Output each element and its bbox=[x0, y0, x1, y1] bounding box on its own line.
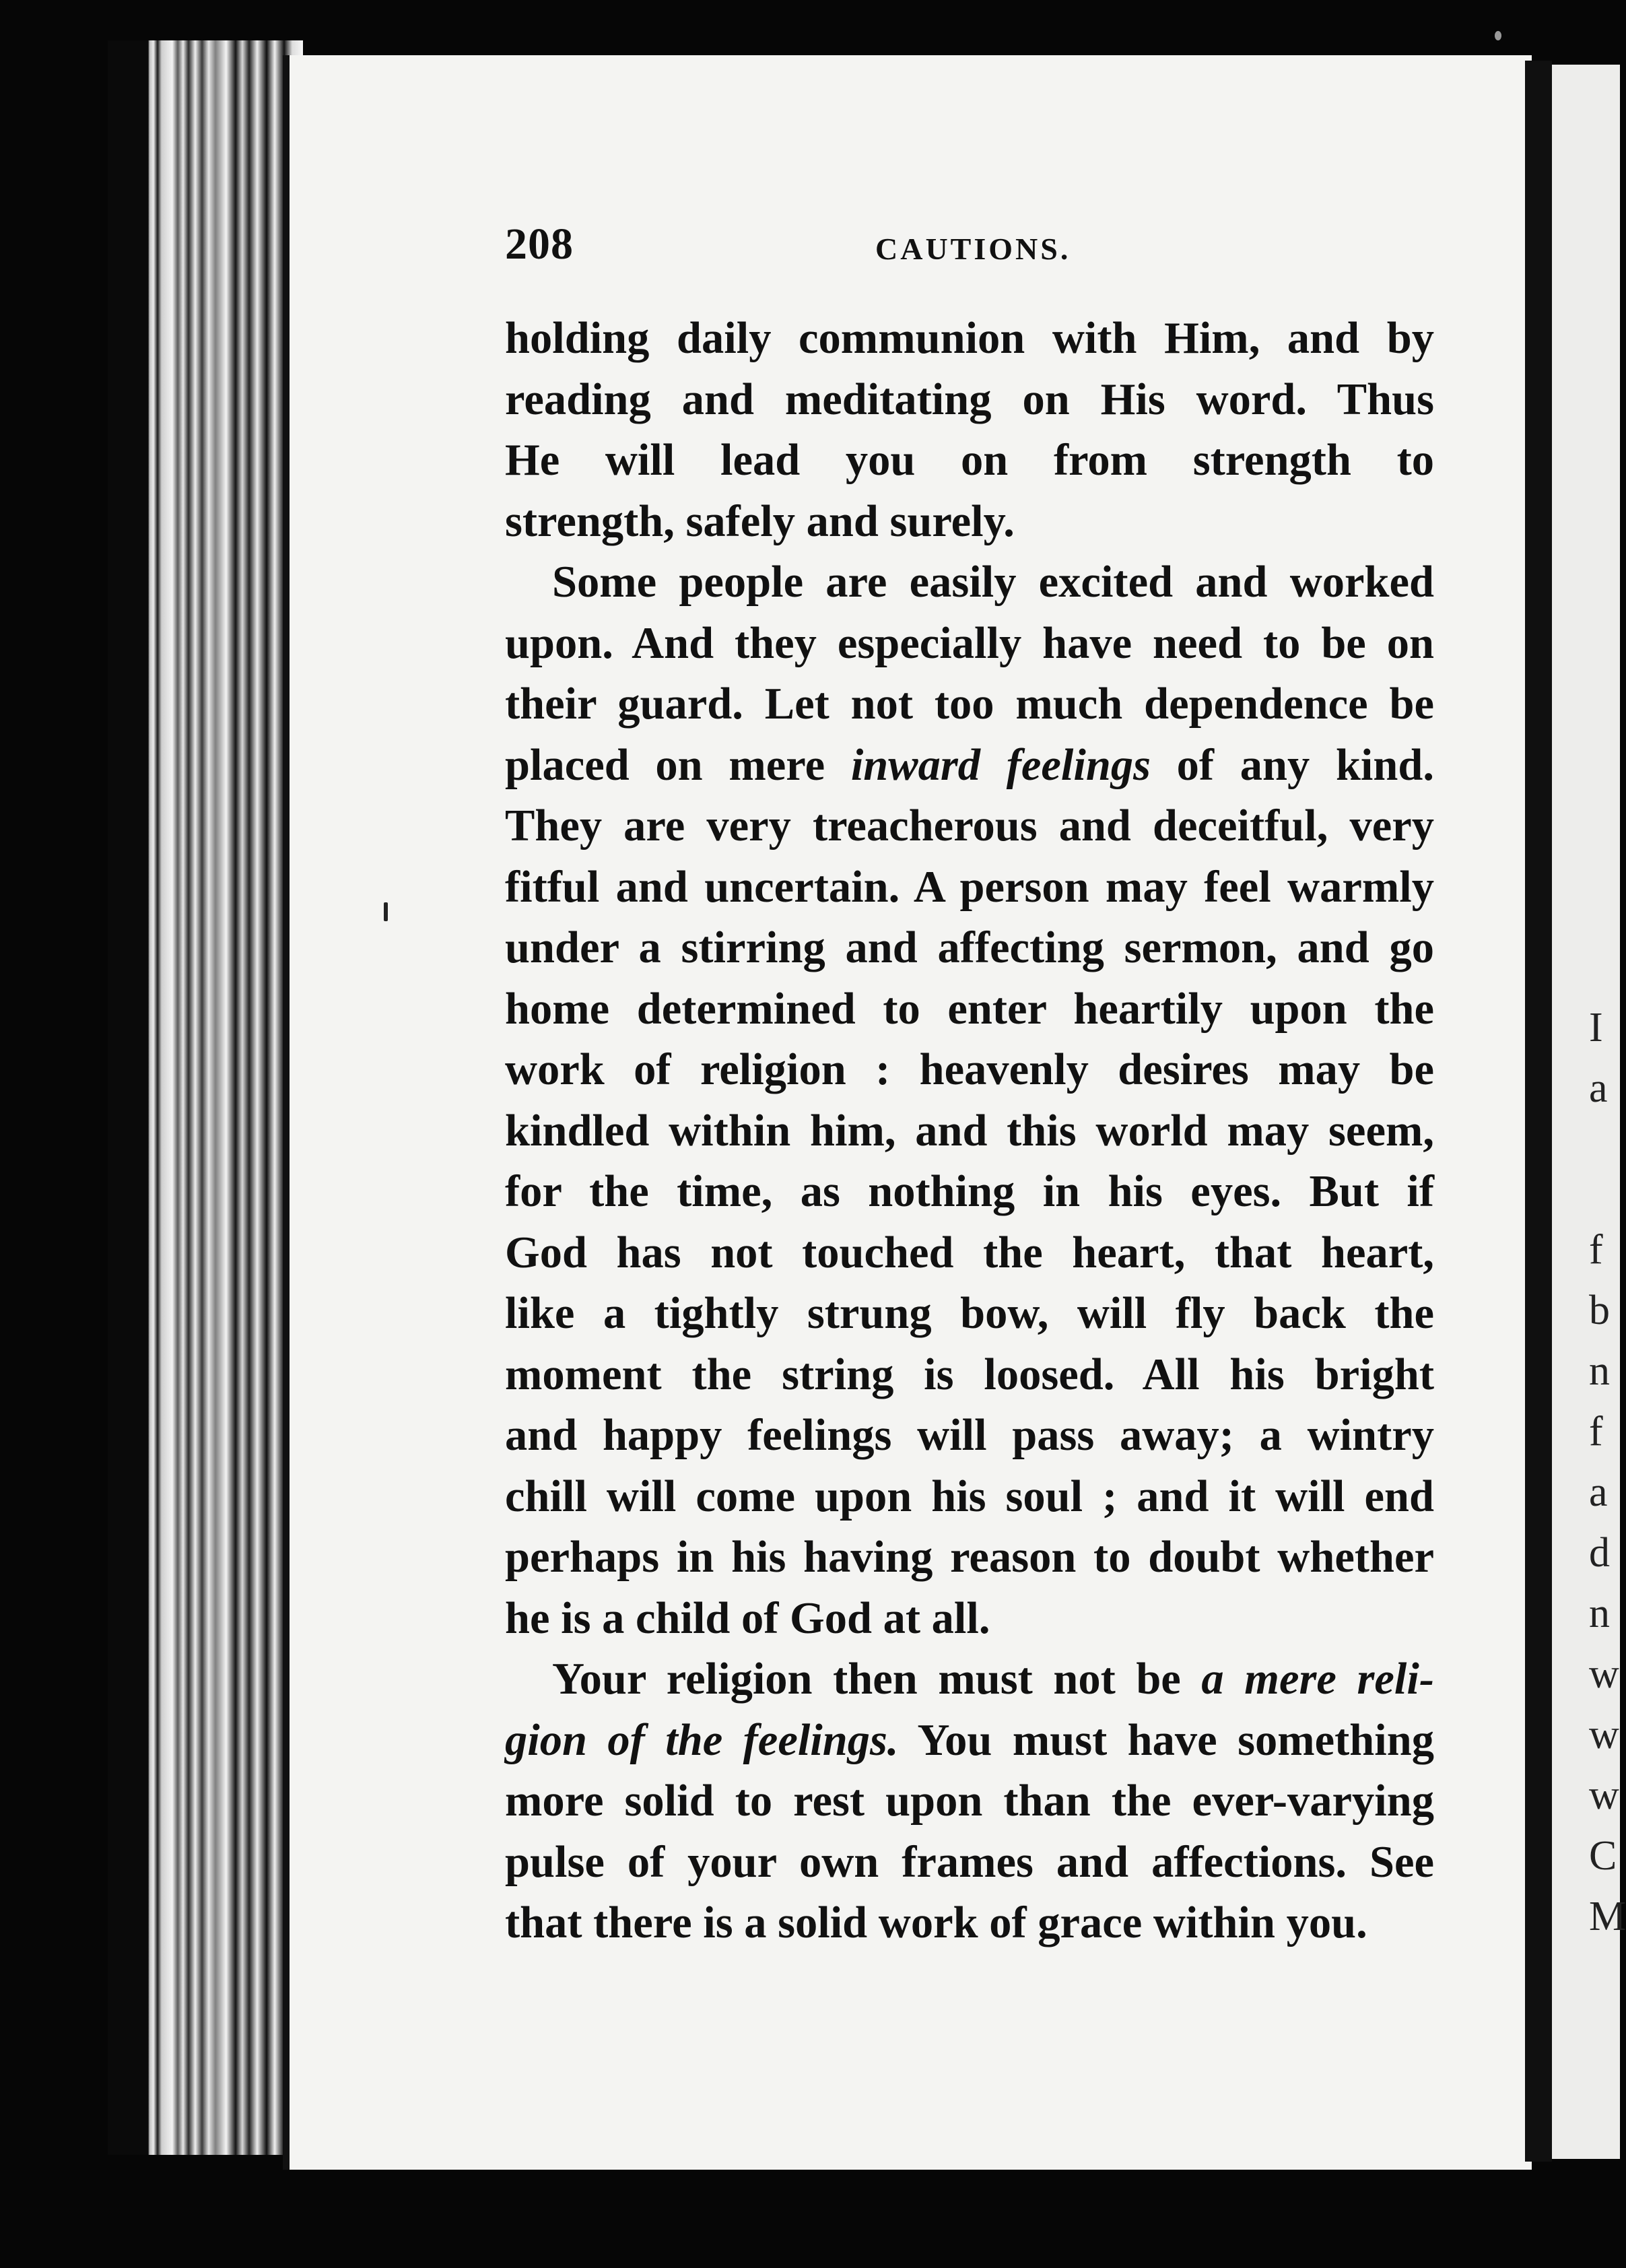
text-line: upon. And they especially have need to be on bbox=[505, 618, 1434, 668]
speck bbox=[384, 902, 388, 921]
facing-letter: n bbox=[1589, 1591, 1610, 1636]
italic-phrase: a mere reli- bbox=[1201, 1655, 1434, 1704]
text-line: holding daily communion with Him, and by bbox=[505, 314, 1434, 363]
facing-letter: w bbox=[1589, 1712, 1619, 1758]
facing-letter: w bbox=[1589, 1651, 1619, 1697]
facing-letter: n bbox=[1589, 1348, 1610, 1394]
body-text bbox=[505, 308, 1434, 1954]
facing-letter: f bbox=[1589, 1227, 1603, 1273]
text-line: strength, safely and surely. bbox=[505, 496, 1015, 546]
text-line: he is a child of God at all. bbox=[505, 1593, 990, 1643]
text-line: more solid to rest upon than the ever-varying bbox=[505, 1776, 1434, 1826]
text-line: They are very treacherous and deceitful, very bbox=[505, 801, 1434, 850]
facing-letter: I bbox=[1589, 1005, 1603, 1050]
text-line: reading and meditating on His word. Thus bbox=[505, 374, 1434, 424]
text-run: Your religion then must not be bbox=[552, 1655, 1202, 1704]
text-line: for the time, as nothing in his eyes. But if bbox=[505, 1167, 1434, 1216]
text-run: placed on mere bbox=[505, 740, 851, 790]
facing-letter: a bbox=[1589, 1065, 1608, 1111]
facing-letter: d bbox=[1589, 1530, 1610, 1576]
book-gutter bbox=[1525, 61, 1552, 2162]
text-line bbox=[505, 1710, 1434, 1772]
text-line: moment the string is loosed. All his bright bbox=[505, 1349, 1434, 1399]
text-line: perhaps in his having reason to doubt whether bbox=[505, 1533, 1434, 1582]
text-line bbox=[505, 1649, 1434, 1710]
facing-letter: M bbox=[1589, 1894, 1626, 1939]
speck bbox=[1495, 31, 1501, 40]
facing-letter: C bbox=[1589, 1833, 1617, 1879]
text-line: Some people are easily excited and worked bbox=[552, 558, 1434, 607]
text-line: fitful and uncertain. A person may feel warmly bbox=[505, 862, 1434, 912]
italic-phrase: inward feelings bbox=[850, 740, 1151, 790]
text-line: under a stirring and affecting sermon, and go bbox=[505, 923, 1434, 972]
running-head: CAUTIONS. bbox=[875, 232, 1071, 266]
text-line: pulse of your own frames and affections. See bbox=[505, 1837, 1434, 1887]
text-line: God has not touched the heart, that heart, bbox=[505, 1228, 1434, 1277]
facing-letter: w bbox=[1589, 1772, 1619, 1818]
text-line: home determined to enter heartily upon the bbox=[505, 984, 1434, 1034]
facing-letter: a bbox=[1589, 1469, 1608, 1515]
text-run: You must have something bbox=[898, 1715, 1435, 1765]
text-line: kindled within him, and this world may seem, bbox=[505, 1106, 1434, 1156]
facing-letter: b bbox=[1589, 1288, 1610, 1333]
text-line: and happy feelings will pass away; a wintry bbox=[505, 1411, 1434, 1460]
text-line: He will lead you on from strength to bbox=[505, 436, 1434, 485]
page-edges-stack bbox=[108, 40, 303, 2155]
text-line: that there is a solid work of grace within you. bbox=[505, 1898, 1367, 1947]
text-line: their guard. Let not too much dependence be bbox=[505, 679, 1434, 729]
page-header bbox=[505, 219, 1434, 273]
text-run: of any kind. bbox=[1150, 740, 1434, 790]
text-line: chill will come upon his soul ; and it will end bbox=[505, 1471, 1434, 1521]
text-line: like a tightly strung bow, will fly back the bbox=[505, 1289, 1434, 1338]
page-number: 208 bbox=[505, 220, 574, 269]
text-line: work of religion : heavenly desires may be bbox=[505, 1045, 1434, 1094]
facing-letter: f bbox=[1589, 1409, 1603, 1455]
text-line bbox=[505, 735, 1434, 797]
italic-phrase: gion of the feelings. bbox=[505, 1715, 899, 1765]
